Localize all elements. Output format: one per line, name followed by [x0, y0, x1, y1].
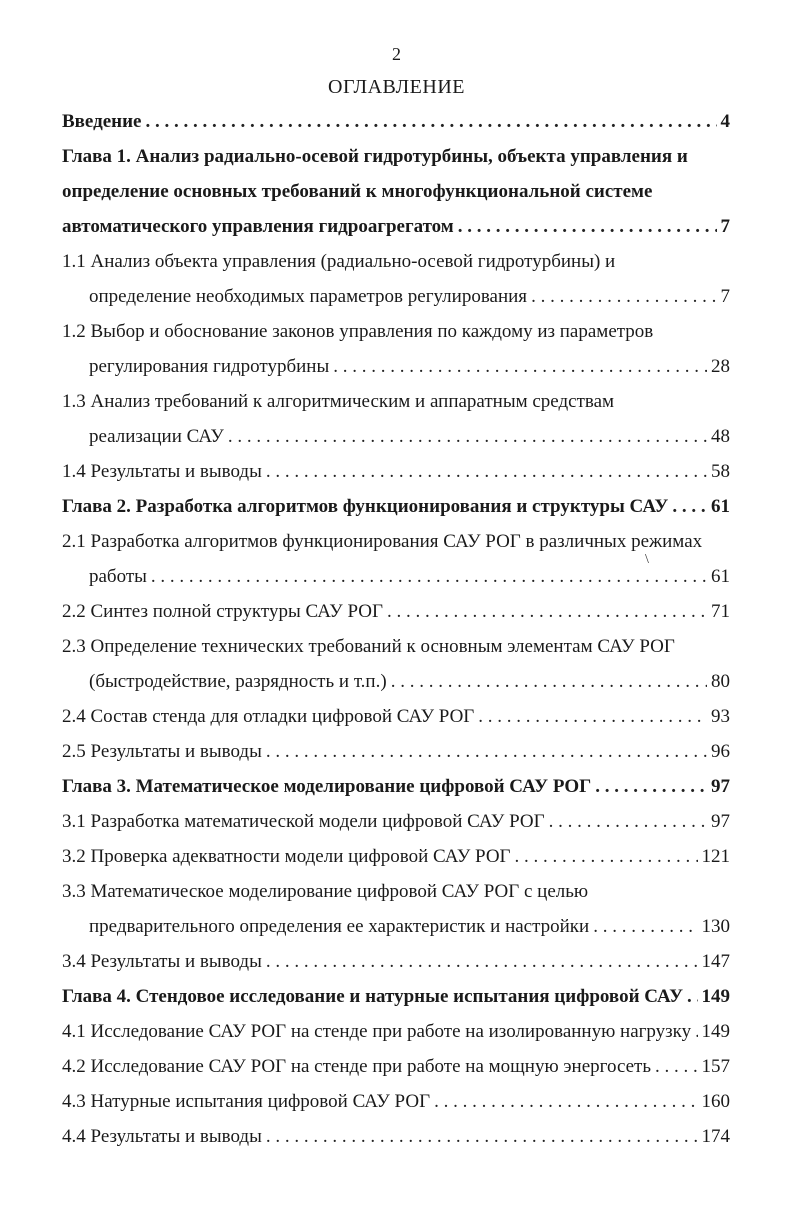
toc-entry-text: автоматического управления гидроагрегатом	[62, 216, 454, 237]
toc-entry-text: 2.5 Результаты и выводы	[62, 741, 262, 762]
toc-entry-text: 1.3 Анализ требований к алгоритмическим и аппаратным средствам	[62, 391, 615, 412]
toc-entry-text: 4.2 Исследование САУ РОГ на стенде при работе на мощную энергосеть	[62, 1056, 652, 1077]
toc-title: ОГЛАВЛЕНИЕ	[328, 76, 465, 98]
dot-leader	[595, 776, 707, 798]
toc-page-number: 147	[701, 951, 730, 972]
dot-leader	[333, 356, 707, 378]
dot-leader	[478, 706, 707, 728]
toc-entry-text: Глава 2. Разработка алгоритмов функционирования и структуры САУ	[62, 496, 669, 517]
toc-entry-text: Глава 4. Стендовое исследование и натурные испытания цифровой САУ	[62, 986, 684, 1007]
dot-leader	[266, 951, 698, 973]
toc-entry-text: 3.1 Разработка математической модели цифровой САУ РОГ	[62, 811, 545, 832]
toc-entry-text: 4.3 Натурные испытания цифровой САУ РОГ	[62, 1091, 431, 1112]
toc-page-number: 149	[701, 1021, 730, 1042]
toc-entry-text: 3.3 Математическое моделирование цифровой САУ РОГ с целью	[62, 881, 589, 902]
toc-entry-text: Глава 1. Анализ радиально-осевой гидротурбины, объекта управления и	[62, 146, 688, 167]
toc-entry-text: 1.4 Результаты и выводы	[62, 461, 262, 482]
dot-leader	[266, 461, 707, 483]
stray-mark: \	[645, 552, 649, 567]
toc-page-number: 28	[711, 356, 730, 377]
toc-entry-text: предварительного определения ее характеристик и настройки	[89, 916, 590, 937]
toc-page-number: 130	[701, 916, 730, 937]
toc-page-number: 160	[701, 1091, 730, 1112]
toc-entry-text: реализации САУ	[89, 426, 224, 447]
toc-entry-text: Глава 3. Математическое моделирование цифровой САУ РОГ	[62, 776, 592, 797]
toc-entry-text: 3.2 Проверка адекватности модели цифровой САУ РОГ	[62, 846, 511, 867]
toc-page-number: 4	[720, 111, 730, 132]
toc-page-number: 97	[711, 776, 730, 797]
toc-page-number: 174	[701, 1126, 730, 1147]
toc-page-number: 157	[701, 1056, 730, 1077]
toc-entry-text: 1.2 Выбор и обоснование законов управления по каждому из параметров	[62, 321, 654, 342]
dot-leader	[695, 1021, 697, 1043]
toc-entry-text: определение необходимых параметров регулирования	[89, 286, 528, 307]
toc-entry-text: Введение	[62, 111, 142, 132]
toc-page-number: 96	[711, 741, 730, 762]
dot-leader	[531, 286, 716, 308]
toc-page-number: 97	[711, 811, 730, 832]
toc-entry-text: 2.1 Разработка алгоритмов функционирования САУ РОГ в различных режимах	[62, 531, 703, 552]
dot-leader	[266, 1126, 698, 1148]
toc-page-number: 7	[720, 216, 730, 237]
toc-entry-text: (быстродействие, разрядность и т.п.)	[89, 671, 387, 692]
toc-page-number: 149	[701, 986, 730, 1007]
toc-entry-text: работы	[89, 566, 147, 587]
toc-entry-text: 3.4 Результаты и выводы	[62, 951, 262, 972]
toc-page-number: 7	[720, 286, 730, 307]
toc-entry-text: 4.1 Исследование САУ РОГ на стенде при работе на изолированную нагрузку	[62, 1021, 692, 1042]
dot-leader	[655, 1056, 697, 1078]
dot-leader	[151, 566, 707, 588]
dot-leader	[687, 986, 697, 1008]
toc-page-number: 71	[711, 601, 730, 622]
dot-leader	[387, 601, 707, 623]
toc-entry-text: 2.4 Состав стенда для отладки цифровой САУ РОГ	[62, 706, 475, 727]
dot-leader	[672, 496, 707, 518]
toc-entry-text: 1.1 Анализ объекта управления (радиально-осевой гидротурбины) и	[62, 251, 616, 272]
toc-page-number: 61	[711, 496, 730, 517]
dot-leader	[515, 846, 698, 868]
toc-entry-text: 2.2 Синтез полной структуры САУ РОГ	[62, 601, 383, 622]
toc-entry-text: 2.3 Определение технических требований к основным элементам САУ РОГ	[62, 636, 675, 657]
toc-entry-text: 4.4 Результаты и выводы	[62, 1126, 262, 1147]
toc-entry-text: определение основных требований к многофункциональной системе	[62, 181, 653, 202]
toc-entry-text: регулирования гидротурбины	[89, 356, 330, 377]
dot-leader	[458, 216, 717, 238]
toc-page-number: 93	[711, 706, 730, 727]
toc-page-number: 61	[711, 566, 730, 587]
toc-page-number: 80	[711, 671, 730, 692]
dot-leader	[266, 741, 707, 763]
dot-leader	[228, 426, 707, 448]
dot-leader	[593, 916, 697, 938]
toc-page-number: 121	[701, 846, 730, 867]
dot-leader	[391, 671, 707, 693]
dot-leader	[146, 111, 717, 133]
toc-page-number: 48	[711, 426, 730, 447]
toc-page-number: 58	[711, 461, 730, 482]
page-number: 2	[392, 44, 401, 64]
dot-leader	[434, 1091, 697, 1113]
dot-leader	[549, 811, 707, 833]
